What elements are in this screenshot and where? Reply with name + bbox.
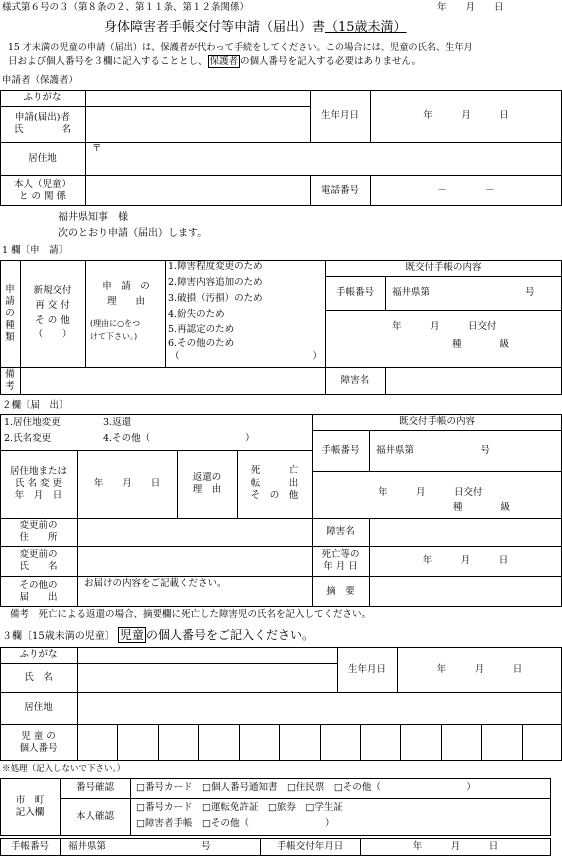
death-date-label: 死亡等の 年 月 日 [321,549,360,572]
return-reason-options[interactable]: 死 亡 転 出 そ の 他 [250,464,299,502]
applicant-address-label: 居住地 [28,152,57,164]
child-address-label: 居住地 [24,702,53,714]
death-date-field[interactable]: 年 月 日 [422,555,509,567]
office-book-number-field[interactable]: 福井県第 号 [68,841,211,853]
number-check-label: 番号確認 [75,782,114,794]
prev-address-label: 変更前の 住 所 [19,520,58,543]
city-entry-label: 市 町 記入欄 [15,795,45,818]
issued-date[interactable]: 年 月 日交付 [392,321,497,332]
reason-note: (理由に○をつ けて下さい。) [90,319,141,341]
addressee: 福井県知事 様 [58,212,128,223]
request-kinds[interactable]: 新規交付 再 交 付 そ の 他 （ ） [33,285,72,341]
grade[interactable]: 種 級 [452,339,510,350]
child-name-field[interactable] [77,663,337,692]
applicant-birth-label: 生年月日 [320,110,359,122]
reason-5[interactable]: 5.再認定のため [168,324,235,335]
notice-opt-1[interactable]: 1.居住地変更 [4,417,61,428]
prev-address-field[interactable] [77,518,312,546]
child-mynumber-label: 児 童 の 個人番号 [19,730,58,754]
identity-options-2[interactable]: □障害者手帳 □その他（ ） [136,818,335,829]
other-notice-field[interactable]: お届けの内容をご記載ください。 [84,578,227,589]
book-number-label: 手帳番号 [335,287,374,299]
reason-3[interactable]: 3.破損（汚損）のため [168,293,263,304]
applicant-birth-field[interactable]: 年 月 日 [423,110,509,122]
office-book-number-label: 手帳番号 [10,841,49,853]
prev-name-label: 変更前の 氏 名 [19,549,58,572]
book-issue-date-label: 手帳交付年月日 [276,841,344,853]
identity-options-1[interactable]: □番号カード □運転免許証 □旅券 □学生証 [136,802,343,813]
guardian-boxed: 保護者 [209,56,239,67]
book-number-field[interactable]: 福井県第 号 [392,287,535,299]
request-type-label: 申 請 の 種 類 [5,283,15,344]
intro-line-2: 日および個人番号を３欄に記入することとし、 保護者 の個人番号を記入する必要はありません。 [8,56,422,67]
applicant-furigana-field[interactable] [85,90,310,106]
reason-other-paren[interactable]: （ ） [170,351,323,362]
applicant-section-label: 申請者（保護者） [2,75,79,86]
furigana-label: ふりがな [23,92,62,104]
number-check-options[interactable]: □番号カード □個人番号通知書 □住民票 □その他（ ） [136,782,476,793]
mynumber-digit-cell[interactable] [441,724,481,761]
return-reason-label: 返還の 理 由 [192,472,222,495]
mynumber-digit-cell[interactable] [320,724,360,761]
reason-label: 申 請 の 理 由 [102,281,150,307]
disability-label: 障害名 [340,375,370,387]
mynumber-digit-cell[interactable] [400,724,440,761]
section2-note: 備考 死亡による返還の場合、摘要欄に死亡した障害児の氏名を記入してください。 [10,609,372,620]
issued-date-2[interactable]: 年 月 日交付 [378,487,483,498]
applicant-address-field[interactable] [100,142,562,175]
section1-heading: 1 欄〔申 請〕 [2,245,69,256]
reason-1[interactable]: 1.障害程度変更のため [168,261,263,272]
page-title: 身体障害者手帳交付等申請（届出）書（15歳未満） [104,20,407,35]
address-change-label: 居住地または 氏 名 変 更 年 月 日 [9,466,67,501]
existing-book-header-2: 既交付手帳の内容 [398,416,475,428]
summary-field[interactable] [369,576,562,607]
mynumber-digit-cell[interactable] [522,724,562,761]
relation-label: 本人（児童） と の 関 係 [13,178,71,202]
child-birth-label: 生年月日 [347,663,386,675]
mynumber-digit-cell[interactable] [279,724,319,761]
phone-field[interactable]: － － [437,184,495,196]
submission-date: 年 月 日 [437,2,504,13]
disability-field-2[interactable] [369,518,562,546]
remarks-field[interactable] [20,367,325,395]
mynumber-digit-cell[interactable] [77,724,117,761]
existing-book-header: 既交付手帳の内容 [405,262,482,274]
child-furigana-field[interactable] [77,647,337,663]
notice-opt-4[interactable]: 4.その他（ ） [103,433,255,444]
other-notice-label: その他の 届 出 [19,579,58,603]
book-number-label-2: 手帳番号 [321,444,360,456]
form-number: 様式第６号の３（第８条の２、第１１条、第１２条関係） [2,2,250,13]
mynumber-digit-cell[interactable] [158,724,198,761]
mynumber-digit-cell[interactable] [117,724,157,761]
disability-label-2: 障害名 [326,526,355,538]
grade-2[interactable]: 種 級 [453,502,511,513]
phone-label: 電話番号 [320,184,359,196]
child-boxed: 児童 [119,628,144,642]
intro-line-1: 15 才未満の児童の申請（届出）は、保護者が代わって手続をしてください。この場合には、児童の氏名、生年月 [8,42,473,53]
child-address-field[interactable] [77,692,562,724]
mynumber-digit-cell[interactable] [198,724,238,761]
section3-heading: ３欄〔15歳未満の児童〕 児童 の個人番号をご記入ください。 [2,628,314,642]
relation-field[interactable] [85,175,310,206]
prev-name-field[interactable] [77,546,312,576]
section2-heading: ２欄〔届 出〕 [2,400,69,411]
reason-4[interactable]: 4.紛失のため [168,309,225,320]
disability-field[interactable] [385,367,562,395]
postal-mark: 〒 [92,143,102,154]
mynumber-digit-cell[interactable] [360,724,400,761]
request-line: 次のとおり申請（届出）します。 [58,228,208,239]
notice-opt-3[interactable]: 3.返還 [103,417,132,428]
book-issue-date-field[interactable]: 年 月 日 [412,841,499,853]
child-birth-field[interactable]: 年 月 日 [436,663,523,675]
remarks-label: 備 考 [5,369,15,392]
child-furigana-label: ふりがな [19,649,58,661]
reason-2[interactable]: 2.障害内容追加のため [168,277,263,288]
applicant-name-field[interactable] [85,106,310,142]
notice-opt-2[interactable]: 2.氏名変更 [4,433,52,444]
reason-6[interactable]: 6.その他のため [168,338,235,349]
identity-check-label: 本人確認 [75,811,114,823]
mynumber-digit-cell[interactable] [481,724,521,761]
summary-label: 摘 要 [326,585,355,597]
address-change-date[interactable]: 年 月 日 [93,478,161,490]
office-note: ※処理（記入しないで下さい。） [2,764,126,774]
child-name-label: 氏 名 [24,671,53,683]
applicant-name-label: 申請(届出)者 氏 名 [13,112,71,135]
book-number-field-2[interactable]: 福井県第 号 [376,444,491,456]
mynumber-digit-cell[interactable] [239,724,279,761]
title-age-suffix: （15歳未満） [325,20,407,35]
